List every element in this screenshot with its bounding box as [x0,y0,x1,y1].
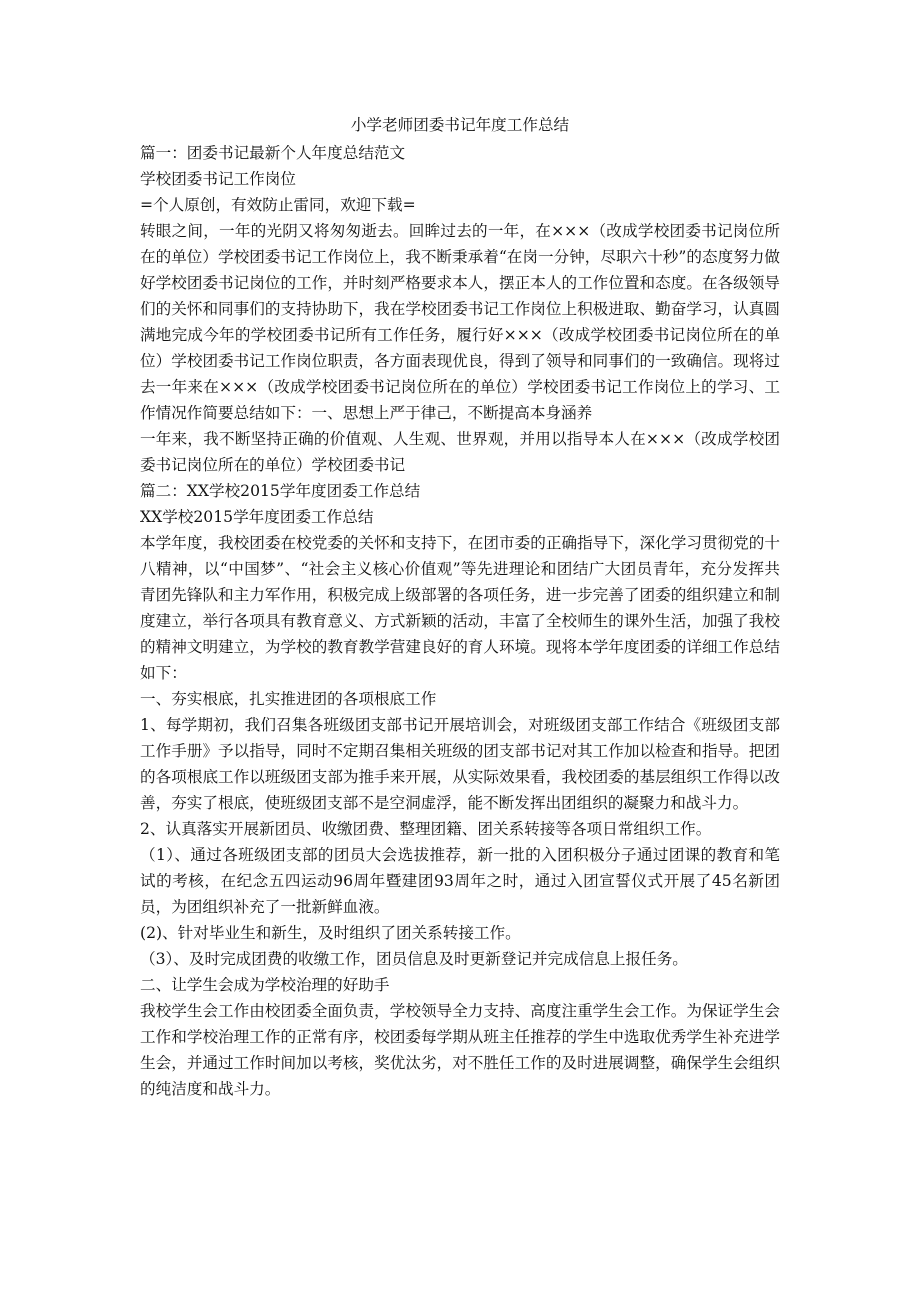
subheading-summary: XX学校2015学年度团委工作总结 [140,508,374,526]
body-paragraph: (2)、针对毕业生和新生，及时组织了团关系转接工作。 [140,924,521,942]
body-paragraph: 我校学生会工作由校团委全面负责，学校领导全力支持、高度注重学生会工作。为保证学生会工作和学校治理工作的正常有序，校团委每学期从班主任推荐的学生中选取优秀学生补充进学生会，并通过工作时间加以考核，奖优汰劣，对不胜任工作的及时进展调整，确保学生会组织的纯洁度和战斗力。 [140,1002,780,1098]
heading-part-two: 篇二：XX学校2015学年度团委工作总结 [140,482,421,500]
original-notice: =个人原创，有效防止雷同，欢迎下载= [140,196,416,214]
body-paragraph: （1）、通过各班级团支部的团员大会选拔推荐，新一批的入团积极分子通过团课的教育和笔试的考核，在纪念五四运动96周年暨建团93周年之时，通过入团宣誓仪式开展了45名新团员，为团组织补充了一批新鲜血液。 [140,846,780,916]
document-title: 小学老师团委书记年度工作总结 [350,116,570,134]
body-paragraph: 转眼之间，一年的光阴又将匆匆逝去。回眸过去的一年，在×××（改成学校团委书记岗位所在的单位）学校团委书记工作岗位上，我不断秉承着“在岗一分钟，尽职六十秒”的态度努力做好学校团委书记岗位的工作，并时刻严格要求本人，摆正本人的工作位置和态度。在各级领导们的关怀和同事们的支持协助下，我在学校团委书记工作岗位上积极进取、勤奋学习，认真圆满地完成今年的学校团委书记所有工作任务，履行好×××（改成学校团委书记岗位所在的单位）学校团委书记工作岗位职责，各方面表现优良，得到了领导和同事们的一致确信。现将过去一年来在×××（改成学校团委书记岗位所在的单位）学校团委书记工作岗位上的学习、工作情况作简要总结如下：一、思想上严于律己，不断提高本身涵养 [140,222,780,422]
body-paragraph: （3）、及时完成团费的收缴工作，团员信息及时更新登记并完成信息上报任务。 [140,950,688,968]
body-paragraph: 1、每学期初，我们召集各班级团支部书记开展培训会，对班级团支部工作结合《班级团支部工作手册》予以指导，同时不定期召集相关班级的团支部书记对其工作加以检查和指导。把团的各项根底工作以班级团支部为推手来开展，从实际效果看，我校团委的基层组织工作得以改善，夯实了根底，使班级团支部不是空洞虚浮，能不断发挥出团组织的凝聚力和战斗力。 [140,716,780,812]
section-heading: 一、夯实根底，扎实推进团的各项根底工作 [140,690,437,708]
subheading-position: 学校团委书记工作岗位 [140,170,296,188]
body-paragraph: 2、认真落实开展新团员、收缴团费、整理团籍、团关系转接等各项日常组织工作。 [140,820,712,838]
body-paragraph: 一年来，我不断坚持正确的价值观、人生观、世界观，并用以指导本人在×××（改成学校团委书记岗位所在的单位）学校团委书记 [140,430,780,474]
section-heading: 二、让学生会成为学校治理的好助手 [140,976,390,994]
heading-part-one: 篇一：团委书记最新个人年度总结范文 [140,144,406,162]
document-page [140,112,780,1102]
body-paragraph: 本学年度，我校团委在校党委的关怀和支持下，在团市委的正确指导下，深化学习贯彻党的十八精神，以“中国梦”、“社会主义核心价值观”等先进理论和团结广大团员青年，充分发挥共青团先锋队和主力军作用，积极完成上级部署的各项任务，进一步完善了团委的组织建立和制度建立，举行各项具有教育意义、方式新颖的活动，丰富了全校师生的课外生活，加强了我校的精神文明建立，为学校的教育教学营建良好的育人环境。现将本学年度团委的详细工作总结如下： [140,534,780,682]
